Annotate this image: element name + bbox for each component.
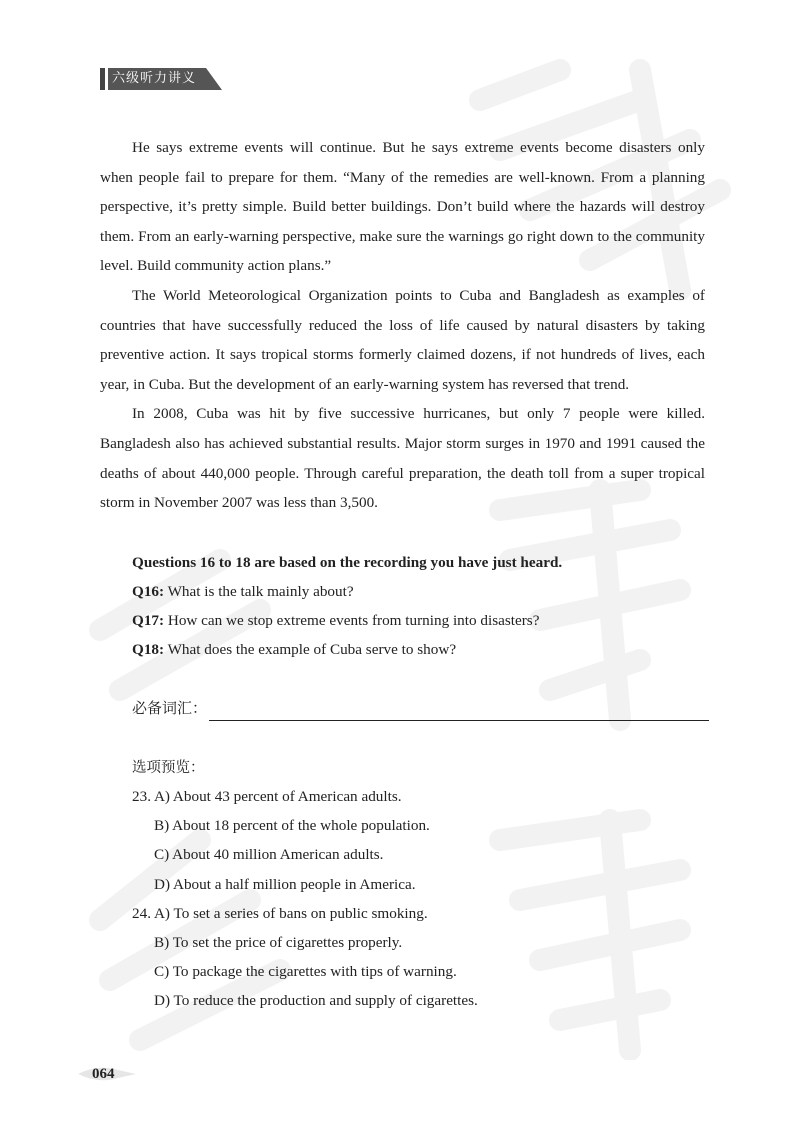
question-text: What is the talk mainly about? (164, 583, 354, 600)
option-item: D) To reduce the production and supply of cigarettes. (154, 992, 478, 1010)
vocab-fill-line[interactable] (209, 700, 709, 721)
section-title: 六级听力讲义 (112, 71, 197, 86)
article-paragraph: He says extreme events will continue. But he says extreme events become disasters only when people fail to prepare for them. “Many of the remedies are well-known. From a planning perspective, it’s pretty simple. Build better buildings. Don’t build where the hazards will destroy them. From an early-warning perspective, make sure the warnings go right down to the community level. Build community action plans.” (100, 139, 705, 275)
preview-label: 选项预览： (132, 760, 205, 776)
option-item: C) About 40 million American adults. (154, 846, 384, 864)
question-item (132, 606, 712, 635)
section-header-tab (100, 68, 222, 90)
article-paragraph: In 2008, Cuba was hit by five successive hurricanes, but only 7 people were killed. Bangladesh also has achieved substantial results. Major storm surges in 1970 and 1991 caused the deaths of about 440,000 people. Through careful preparation, the death toll from a super tropical storm in November 2007 was less than 3,500. (100, 405, 705, 512)
question-number: 23. (132, 788, 151, 805)
options-preview (132, 782, 732, 1016)
article-body (100, 133, 705, 518)
question-number: Q17: (132, 612, 165, 629)
questions-block (132, 548, 712, 664)
option-item (132, 899, 732, 928)
vocab-section (132, 695, 712, 721)
question-number: Q16: (132, 583, 165, 600)
page-number-badge (78, 1062, 138, 1086)
option-item: C) To package the cigarettes with tips of warning. (154, 963, 457, 981)
option-item: B) About 18 percent of the whole population. (154, 817, 430, 835)
question-item (132, 635, 712, 664)
question-item (132, 577, 712, 606)
page-number: 064 (92, 1066, 115, 1082)
article-paragraph: The World Meteorological Organization points to Cuba and Bangladesh as examples of countries that have successfully reduced the loss of life caused by natural disasters by taking preventive action. It says tropical storms formerly claimed dozens, if not hundreds of lives, each year, in Cuba. But the development of an early-warning system has reversed that trend. (100, 286, 705, 393)
option-item: D) About a half million people in America. (154, 875, 416, 893)
question-number: 24. (132, 904, 151, 922)
option-text: A) About 43 percent of American adults. (153, 788, 402, 805)
header-accent-bar (100, 68, 105, 90)
option-text: A) To set a series of bans on public smoking. (153, 904, 428, 922)
option-item (132, 782, 732, 811)
vocab-label: 必备词汇： (132, 699, 208, 717)
option-item: B) To set the price of cigarettes properly. (154, 934, 403, 952)
question-text: What does the example of Cuba serve to show? (164, 641, 457, 658)
question-text: How can we stop extreme events from turning into disasters? (164, 612, 540, 629)
questions-heading: Questions 16 to 18 are based on the recording you have just heard. (132, 554, 563, 571)
question-number: Q18: (132, 641, 165, 658)
